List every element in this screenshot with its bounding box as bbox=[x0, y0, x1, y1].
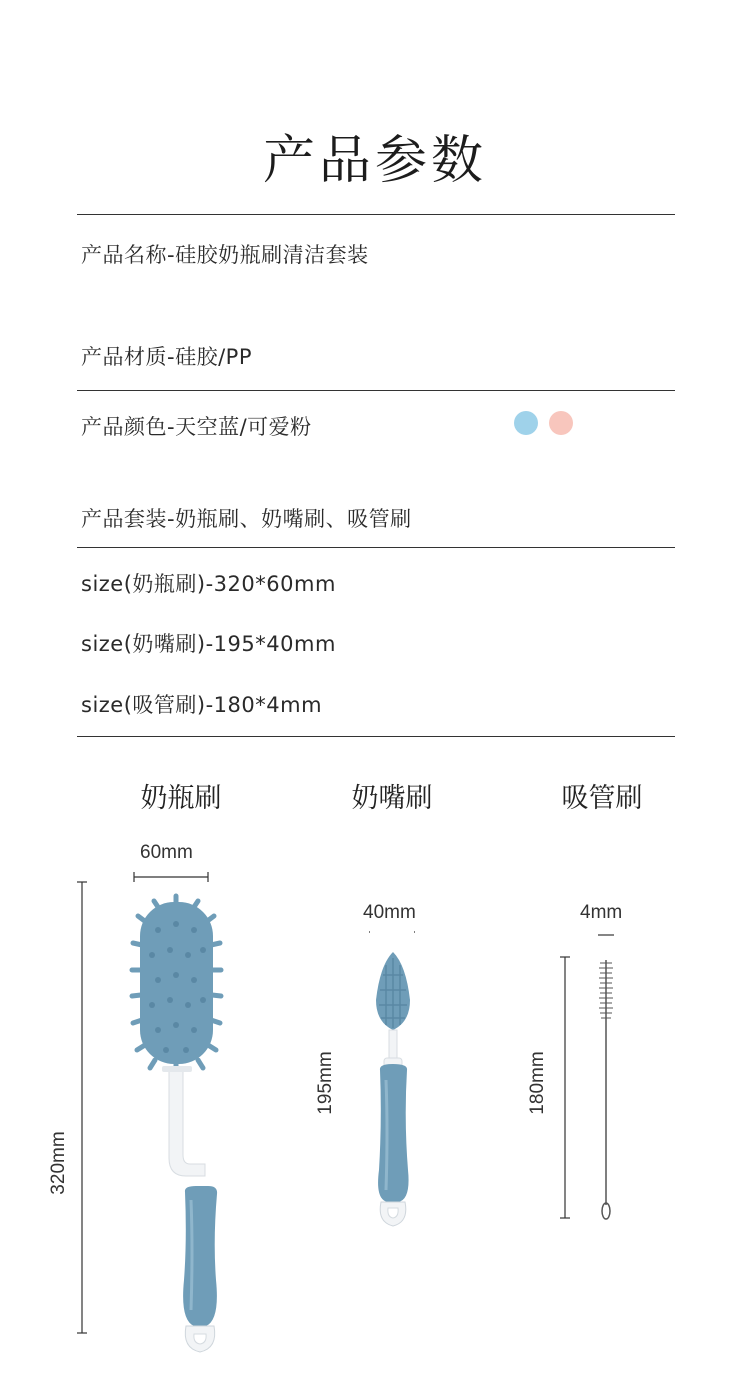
nipple-brush-image bbox=[376, 952, 410, 1226]
straw-height-label: 180mm bbox=[527, 1051, 548, 1115]
param-name: 产品名称-硅胶奶瓶刷清洁套装 bbox=[81, 243, 369, 267]
param-size-nipple: size(奶嘴刷)-195*40mm bbox=[81, 632, 336, 656]
param-size-straw: size(吸管刷)-180*4mm bbox=[81, 693, 323, 717]
param-material: 产品材质-硅胶/PP bbox=[81, 345, 252, 369]
param-set: 产品套装-奶瓶刷、奶嘴刷、吸管刷 bbox=[81, 507, 412, 531]
straw-brush-title: 吸管刷 bbox=[561, 783, 643, 814]
bottle-height-label: 320mm bbox=[48, 1131, 69, 1195]
param-size-bottle: size(奶瓶刷)-320*60mm bbox=[81, 572, 336, 596]
bottle-width-label: 60mm bbox=[140, 842, 193, 863]
nipple-brush-title: 奶嘴刷 bbox=[351, 783, 433, 814]
param-color: 产品颜色-天空蓝/可爱粉 bbox=[81, 415, 312, 439]
bottle-brush-image bbox=[132, 896, 221, 1352]
straw-width-label: 4mm bbox=[580, 902, 623, 923]
nipple-height-label: 195mm bbox=[315, 1051, 336, 1115]
nipple-width-label: 40mm bbox=[363, 902, 416, 923]
page-title: 产品参数 bbox=[262, 131, 487, 191]
straw-brush-image bbox=[599, 960, 613, 1219]
bottle-brush-title: 奶瓶刷 bbox=[140, 783, 222, 814]
